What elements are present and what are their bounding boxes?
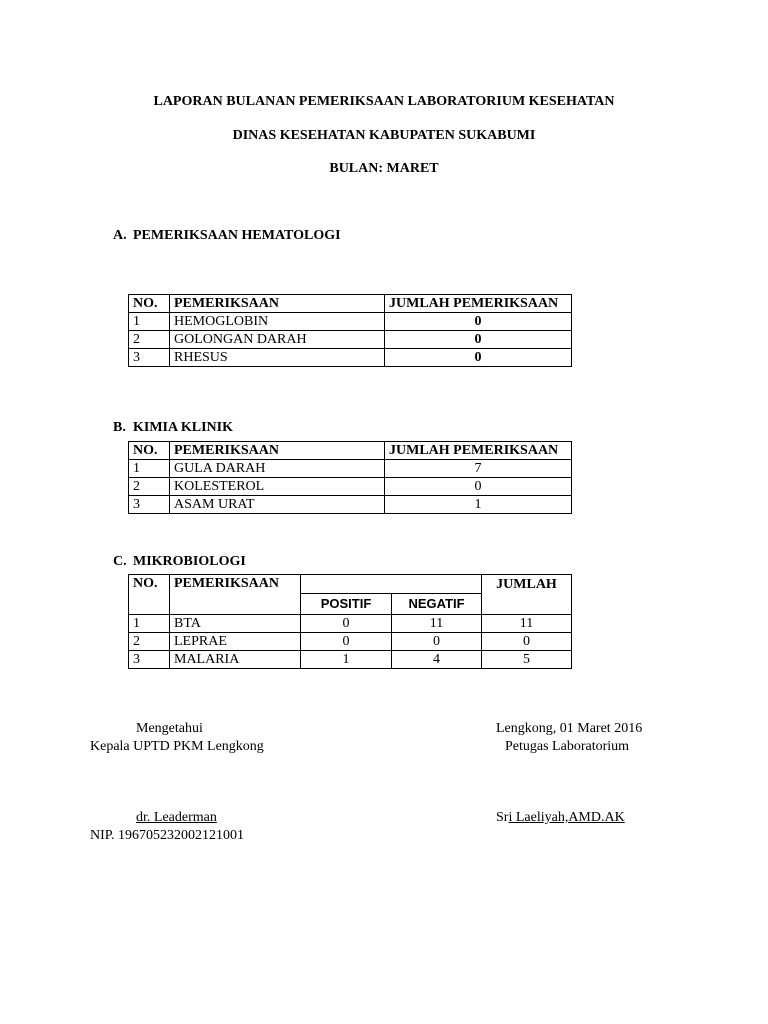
col-exam: PEMERIKSAAN xyxy=(170,442,385,460)
section-a-title: PEMERIKSAAN HEMATOLOGI xyxy=(133,228,341,243)
row-exam: MALARIA xyxy=(170,651,301,669)
report-title: LAPORAN BULANAN PEMERIKSAAN LABORATORIUM KESEHATAN xyxy=(153,94,615,109)
row-no: 3 xyxy=(129,496,170,514)
col-no: NO. xyxy=(129,295,170,313)
row-exam: LEPRAE xyxy=(170,633,301,651)
row-no: 2 xyxy=(129,478,170,496)
clinical-chemistry-table xyxy=(128,441,572,514)
row-positive: 1 xyxy=(301,651,392,669)
row-positive: 0 xyxy=(301,615,392,633)
row-exam: BTA xyxy=(170,615,301,633)
row-total: 7 xyxy=(385,460,572,478)
row-no: 2 xyxy=(129,331,170,349)
left-signatory-name: dr. Leaderman xyxy=(136,810,217,825)
row-total: 0 xyxy=(385,349,572,367)
row-positive: 0 xyxy=(301,633,392,651)
section-b-letter: B. xyxy=(113,420,126,435)
row-total: 5 xyxy=(482,651,572,669)
section-b-heading xyxy=(113,420,233,436)
table-row xyxy=(129,478,572,496)
col-total: JUMLAH xyxy=(482,575,572,615)
row-exam: GULA DARAH xyxy=(170,460,385,478)
row-exam: ASAM URAT xyxy=(170,496,385,514)
section-a-heading xyxy=(113,228,341,244)
table-row xyxy=(129,496,572,514)
col-total: JUMLAH PEMERIKSAAN xyxy=(385,442,572,460)
left-acknowledge: Mengetahui xyxy=(136,721,203,736)
row-total: 0 xyxy=(385,331,572,349)
col-exam: PEMERIKSAAN xyxy=(170,575,301,615)
col-negative: NEGATIF xyxy=(392,594,482,615)
col-positive: POSITIF xyxy=(301,594,392,615)
left-nip: NIP. 196705232002121001 xyxy=(90,828,245,843)
section-c-title: MIKROBIOLOGI xyxy=(133,554,246,569)
row-exam: GOLONGAN DARAH xyxy=(170,331,385,349)
col-no: NO. xyxy=(129,575,170,615)
table-row xyxy=(129,615,572,633)
left-role: Kepala UPTD PKM Lengkong xyxy=(90,739,264,754)
table-header-row xyxy=(129,295,572,313)
month-title: BULAN: MARET xyxy=(329,161,439,176)
row-total: 0 xyxy=(385,313,572,331)
table-row xyxy=(129,331,572,349)
row-negative: 0 xyxy=(392,633,482,651)
microbiology-table xyxy=(128,574,572,669)
table-row xyxy=(129,349,572,367)
hematology-table xyxy=(128,294,572,367)
section-c-heading xyxy=(113,554,246,570)
row-no: 3 xyxy=(129,349,170,367)
row-total: 1 xyxy=(385,496,572,514)
agency-title: DINAS KESEHATAN KABUPATEN SUKABUMI xyxy=(232,128,536,143)
row-exam: HEMOGLOBIN xyxy=(170,313,385,331)
row-exam: RHESUS xyxy=(170,349,385,367)
right-name-rest: i Laeliyah,AMD.AK xyxy=(508,810,625,825)
row-no: 1 xyxy=(129,615,170,633)
right-name-prefix: Sr xyxy=(496,810,509,825)
section-b-title: KIMIA KLINIK xyxy=(133,420,233,435)
row-no: 1 xyxy=(129,313,170,331)
row-negative: 11 xyxy=(392,615,482,633)
row-total: 0 xyxy=(482,633,572,651)
row-no: 1 xyxy=(129,460,170,478)
row-exam: KOLESTEROL xyxy=(170,478,385,496)
col-total: JUMLAH PEMERIKSAAN xyxy=(385,295,572,313)
right-signatory-name xyxy=(496,810,625,826)
table-row xyxy=(129,633,572,651)
row-total: 0 xyxy=(385,478,572,496)
col-exam: PEMERIKSAAN xyxy=(170,295,385,313)
table-header-row xyxy=(129,442,572,460)
row-no: 2 xyxy=(129,633,170,651)
table-row xyxy=(129,651,572,669)
row-total: 11 xyxy=(482,615,572,633)
section-c-letter: C. xyxy=(113,554,127,569)
row-no: 3 xyxy=(129,651,170,669)
table-row xyxy=(129,313,572,331)
row-negative: 4 xyxy=(392,651,482,669)
section-a-letter: A. xyxy=(113,228,127,243)
table-row xyxy=(129,460,572,478)
col-no: NO. xyxy=(129,442,170,460)
col-result-group xyxy=(301,575,482,594)
right-role: Petugas Laboratorium xyxy=(505,739,630,754)
table-header-row xyxy=(129,575,572,594)
right-place-date: Lengkong, 01 Maret 2016 xyxy=(496,721,643,736)
